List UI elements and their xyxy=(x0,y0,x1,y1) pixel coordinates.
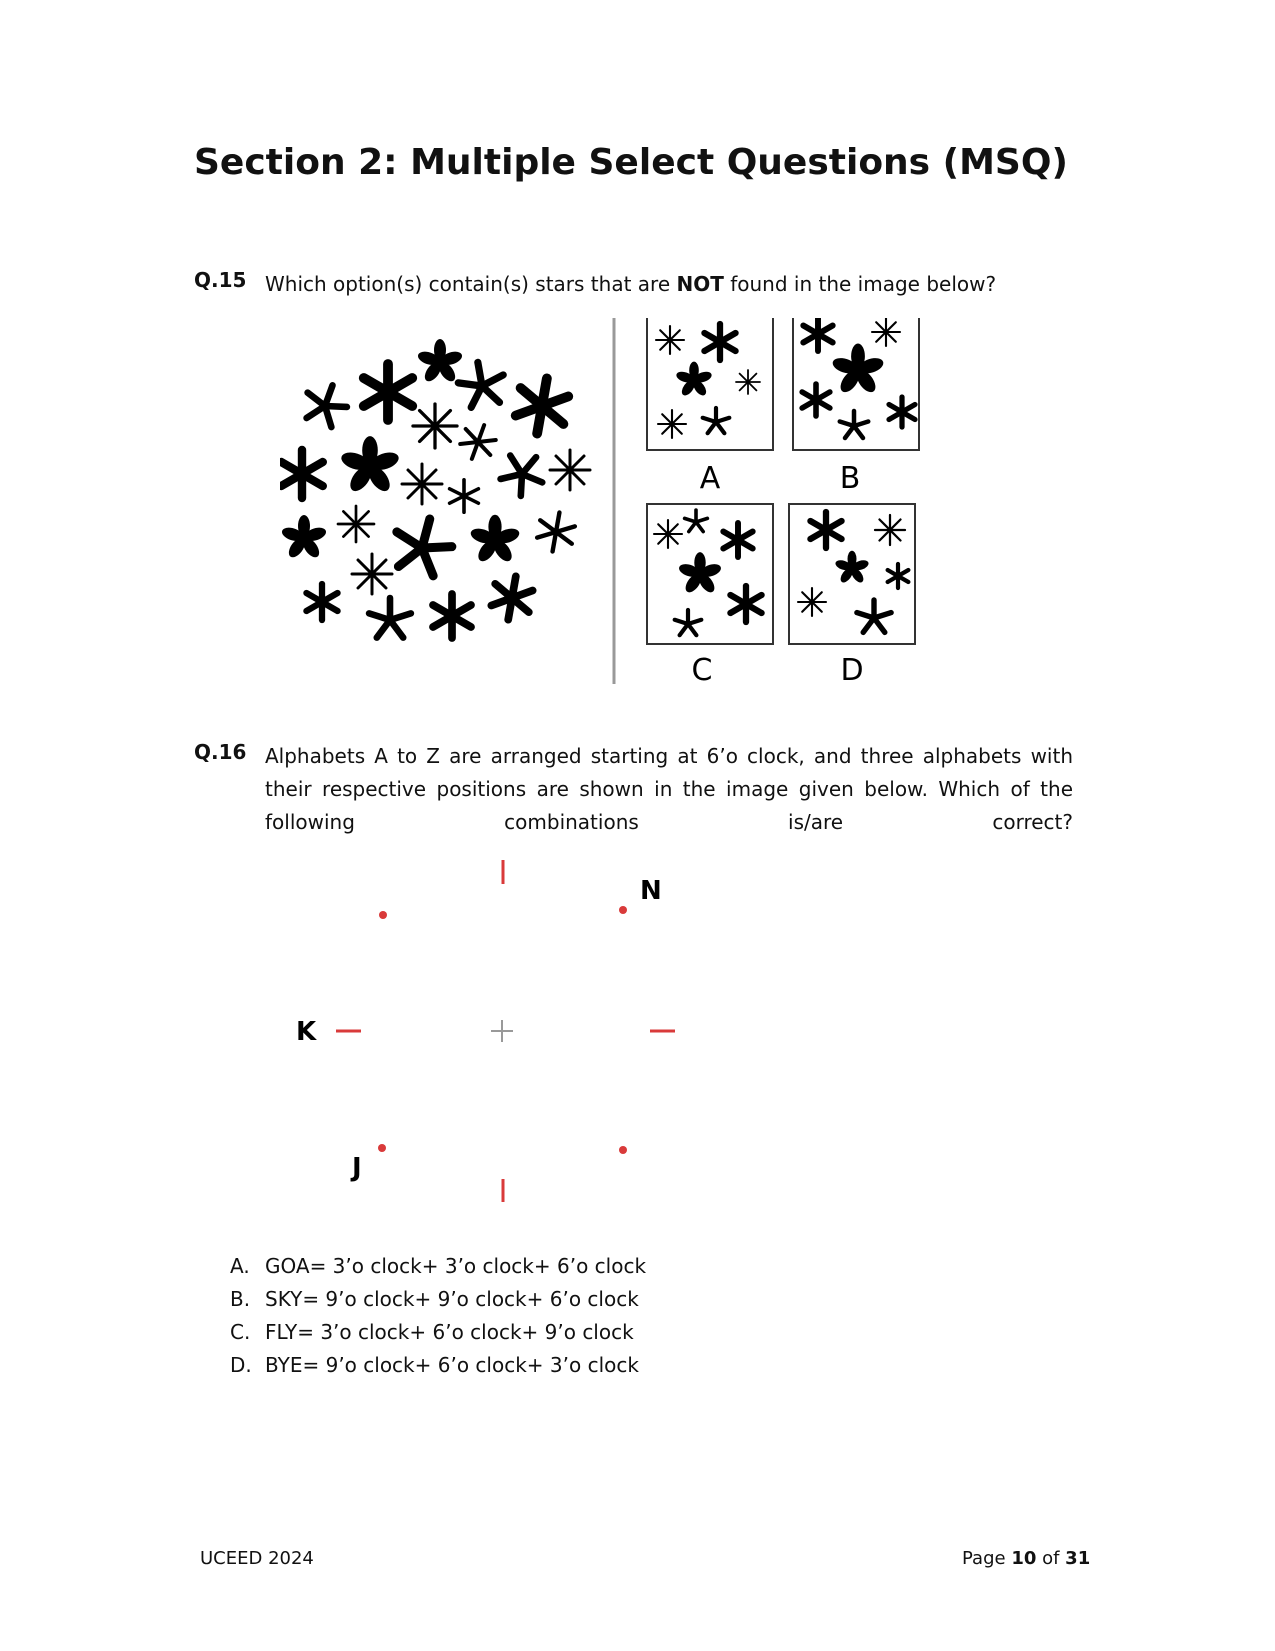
page-of: of xyxy=(1036,1548,1066,1569)
question-text: Alphabets A to Z are arranged starting at 6’o clock, and three alphabets with their respective positions are shown in the image given below. Which of the following combinations is/are correct? xyxy=(265,744,1073,834)
answer-option[interactable] xyxy=(230,1283,646,1316)
question-text xyxy=(265,268,996,301)
option-label-a: A xyxy=(699,461,721,496)
answer-option[interactable] xyxy=(230,1349,646,1382)
clock-label-k: K xyxy=(296,1017,317,1047)
answer-options xyxy=(230,1250,646,1382)
option-box-a xyxy=(647,318,773,450)
option-text: BYE= 9’o clock+ 6’o clock+ 3’o clock xyxy=(265,1353,639,1377)
option-label-c: C xyxy=(691,653,713,688)
dot-8 xyxy=(378,1144,386,1152)
answer-option[interactable] xyxy=(230,1316,646,1349)
option-letter: A. xyxy=(230,1254,250,1278)
option-text: SKY= 9’o clock+ 9’o clock+ 6’o clock xyxy=(265,1287,639,1311)
question-number: Q.16 xyxy=(194,740,247,764)
clock-figure xyxy=(270,860,730,1230)
option-label-b: B xyxy=(839,461,861,496)
question-text-part: found in the image below? xyxy=(723,272,997,296)
clock-label-j: J xyxy=(352,1153,362,1183)
dot-2 xyxy=(619,906,627,914)
option-letter: B. xyxy=(230,1287,251,1311)
clock-label-n: N xyxy=(640,876,662,906)
question-number: Q.15 xyxy=(194,268,247,292)
option-text: GOA= 3’o clock+ 3’o clock+ 6’o clock xyxy=(265,1254,647,1278)
page-current: 10 xyxy=(1011,1548,1037,1569)
option-letter: D. xyxy=(230,1353,252,1377)
footer-page-number xyxy=(962,1548,1090,1569)
answer-option[interactable] xyxy=(230,1250,646,1283)
option-label-d: D xyxy=(840,653,864,688)
option-box-c xyxy=(647,504,773,644)
option-box-b xyxy=(793,318,919,450)
stars-figure xyxy=(280,318,960,718)
dot-10 xyxy=(379,911,387,919)
section-title: Section 2: Multiple Select Questions (MSQ) xyxy=(194,142,1068,183)
dot-4 xyxy=(619,1146,627,1154)
star-cluster xyxy=(280,339,590,638)
page-prefix: Page xyxy=(962,1548,1012,1569)
option-text: FLY= 3’o clock+ 6’o clock+ 9’o clock xyxy=(265,1320,634,1344)
footer-exam-name: UCEED 2024 xyxy=(200,1548,314,1569)
option-letter: C. xyxy=(230,1320,251,1344)
option-box-d xyxy=(789,504,915,644)
page-total: 31 xyxy=(1065,1548,1091,1569)
question-text-emphasis: NOT xyxy=(676,272,724,296)
question-text-part: Which option(s) contain(s) stars that are xyxy=(265,272,677,296)
